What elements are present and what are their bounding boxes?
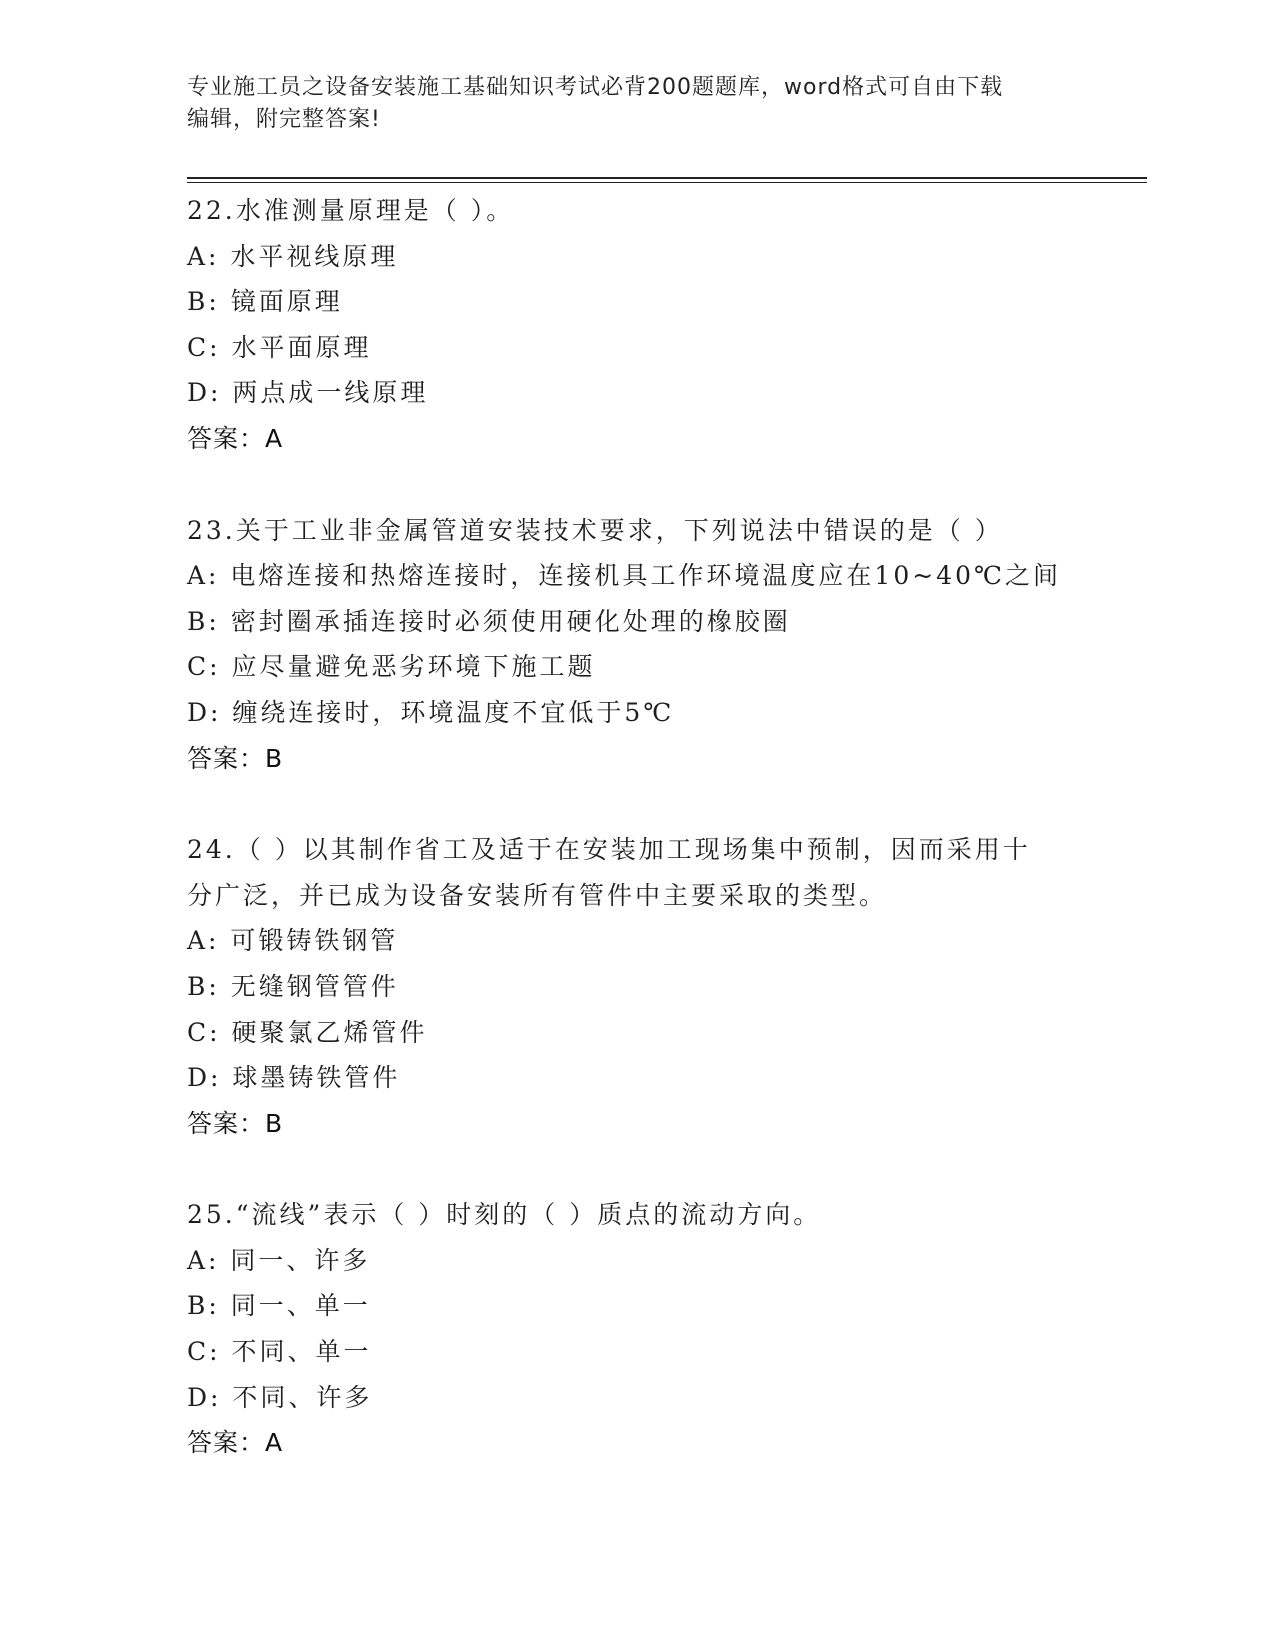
- option-d: D: 两点成一线原理: [187, 378, 429, 408]
- header-line-2: 编辑，附完整答案!: [187, 107, 381, 132]
- question-title: 23.关于工业非金属管道安装技术要求，下列说法中错误的是（ ）: [187, 515, 1003, 545]
- option-d: D: 缠绕连接时，环境温度不宜低于5℃: [187, 697, 675, 727]
- answer-line: [187, 1101, 1147, 1147]
- option-b: B: 同一、单一: [187, 1291, 371, 1321]
- answer-line: [187, 736, 1147, 782]
- answer-label: 答案：: [187, 1428, 266, 1458]
- option-a: A: 电熔连接和热熔连接时，连接机具工作环境温度应在10~40℃之间: [187, 561, 1061, 591]
- option-d: D: 不同、许多: [187, 1382, 373, 1412]
- answer-value: B: [265, 1108, 284, 1138]
- answer-line: [187, 416, 1147, 462]
- option-a: A: 水平视线原理: [187, 241, 399, 271]
- question-22: [187, 188, 1147, 462]
- option-b: B: 无缝钢管管件: [187, 971, 399, 1001]
- answer-label: 答案：: [187, 423, 266, 453]
- option-a: A: 同一、许多: [187, 1245, 371, 1275]
- question-23: [187, 508, 1147, 782]
- option-c: C: 硬聚氯乙烯管件: [187, 1017, 428, 1047]
- question-25: [187, 1192, 1147, 1466]
- document-page: [187, 0, 1147, 1650]
- header-line-1: 专业施工员之设备安装施工基础知识考试必背200题题库，word格式可自由下载: [187, 75, 1004, 100]
- question-24: [187, 827, 1147, 1146]
- question-title-line-2: 分广泛，并已成为设备安装所有管件中主要采取的类型。: [187, 880, 888, 910]
- option-c: C: 水平面原理: [187, 332, 372, 362]
- question-title-line-1: 24.（ ）以其制作省工及适于在安装加工现场集中预制，因而采用十: [187, 835, 1031, 865]
- option-b: B: 镜面原理: [187, 287, 343, 317]
- header-divider-thin: [187, 182, 1147, 183]
- header-divider-thick: [187, 177, 1147, 179]
- answer-label: 答案：: [187, 743, 266, 773]
- option-d: D: 球墨铸铁管件: [187, 1063, 401, 1093]
- question-list: [187, 188, 1147, 1512]
- answer-value: A: [265, 1428, 284, 1458]
- option-b: B: 密封圈承插连接时必须使用硬化处理的橡胶圈: [187, 606, 791, 636]
- question-title: 22.水准测量原理是（ ）。: [187, 196, 515, 225]
- answer-label: 答案：: [187, 1108, 266, 1138]
- answer-line: [187, 1420, 1147, 1466]
- document-header: [187, 72, 1067, 136]
- option-c: C: 不同、单一: [187, 1337, 372, 1367]
- question-title: 25.“流线”表示（ ）时刻的（ ）质点的流动方向。: [187, 1200, 822, 1230]
- option-a: A: 可锻铸铁钢管: [187, 926, 399, 956]
- option-c: C: 应尽量避免恶劣环境下施工题: [187, 652, 596, 682]
- answer-value: B: [265, 743, 284, 773]
- answer-value: A: [265, 423, 284, 453]
